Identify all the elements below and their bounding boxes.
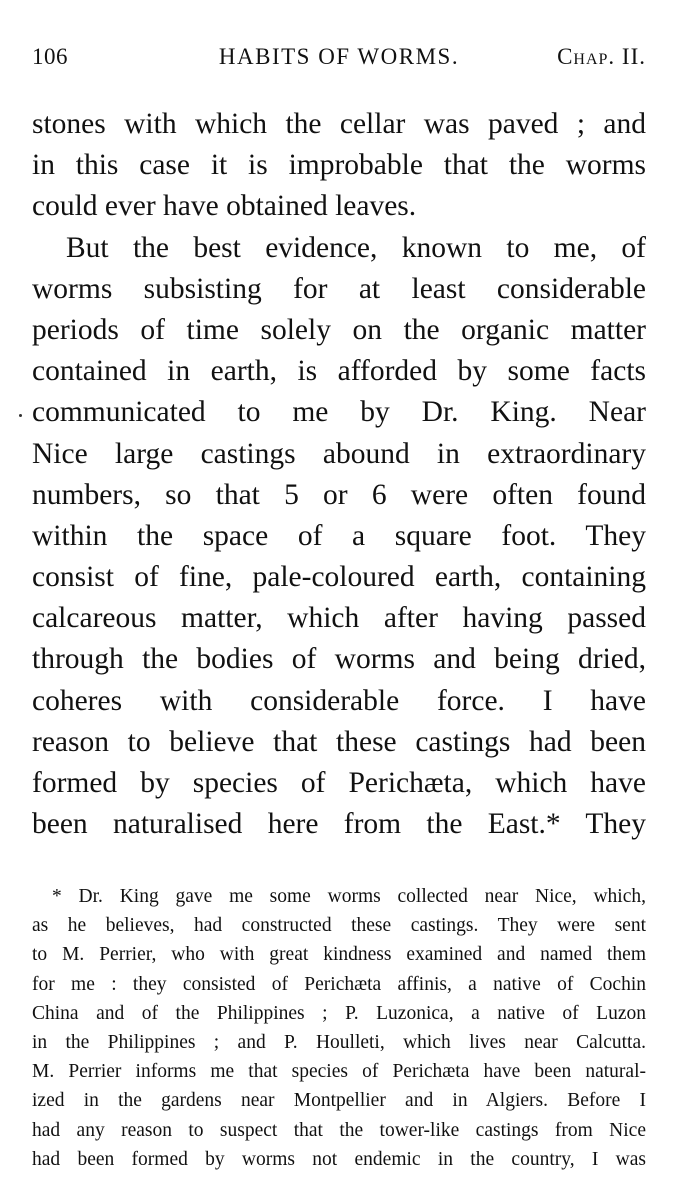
body-line: periods of time solely on the organic matter	[32, 313, 646, 346]
footnote-line: had any reason to suspect that the tower-like castings from Nice	[32, 1119, 646, 1141]
body-line: worms subsisting for at least considerable	[32, 272, 646, 305]
footnote-line: M. Perrier informs me that species of Perichæta have been natural-	[32, 1061, 646, 1083]
body-line: through the bodies of worms and being dried,	[32, 643, 646, 676]
body-line: could ever have obtained leaves.	[32, 190, 417, 223]
body-line: calcareous matter, which after having passed	[32, 602, 646, 635]
footnote-line: for me : they consisted of Perichæta affinis, a native of Cochin	[32, 973, 646, 995]
body-line: numbers, so that 5 or 6 were often found	[32, 478, 646, 511]
footnote	[32, 882, 646, 1174]
body-line: Nice large castings abound in extraordinary	[32, 437, 646, 470]
body-line: within the space of a square foot. They	[32, 519, 646, 552]
body-line: been naturalised here from the East.* They	[32, 808, 646, 841]
footnote-line: had been formed by worms not endemic in the country, I was	[32, 1148, 646, 1170]
footnote-line: ized in the gardens near Montpellier and in Algiers. Before I	[32, 1090, 646, 1112]
body-line: formed by species of Perichæta, which have	[32, 767, 646, 799]
page-number: 106	[32, 44, 68, 69]
body-line: in this case it is improbable that the worms	[32, 149, 646, 182]
body-line: contained in earth, is afforded by some facts	[32, 355, 646, 388]
footnote-line: as he believes, had constructed these castings. They were sent	[32, 915, 646, 937]
body-line: stones with which the cellar was paved ; and	[32, 108, 646, 140]
footnote-line: to M. Perrier, who with great kindness examined and named them	[32, 944, 646, 966]
footnote-line: China and of the Philippines ; P. Luzonica, a native of Luzon	[32, 1002, 646, 1024]
body-text	[32, 104, 646, 845]
footnote-line: in the Philippines ; and P. Houlleti, which lives near Calcutta.	[32, 1031, 646, 1053]
body-line: But the best evidence, known to me, of	[66, 231, 646, 264]
margin-mark	[19, 414, 22, 417]
running-title: HABITS OF WORMS.	[218, 44, 460, 69]
footnote-line: * Dr. King gave me some worms collected near Nice, which,	[52, 886, 646, 907]
body-line: reason to believe that these castings had been	[32, 725, 646, 758]
body-line: communicated to me by Dr. King. Near	[32, 396, 646, 429]
running-head	[32, 44, 646, 74]
chapter-label: Chap. II.	[557, 44, 646, 69]
body-line: consist of fine, pale-coloured earth, containing	[32, 561, 646, 594]
body-line: coheres with considerable force. I have	[32, 684, 646, 717]
